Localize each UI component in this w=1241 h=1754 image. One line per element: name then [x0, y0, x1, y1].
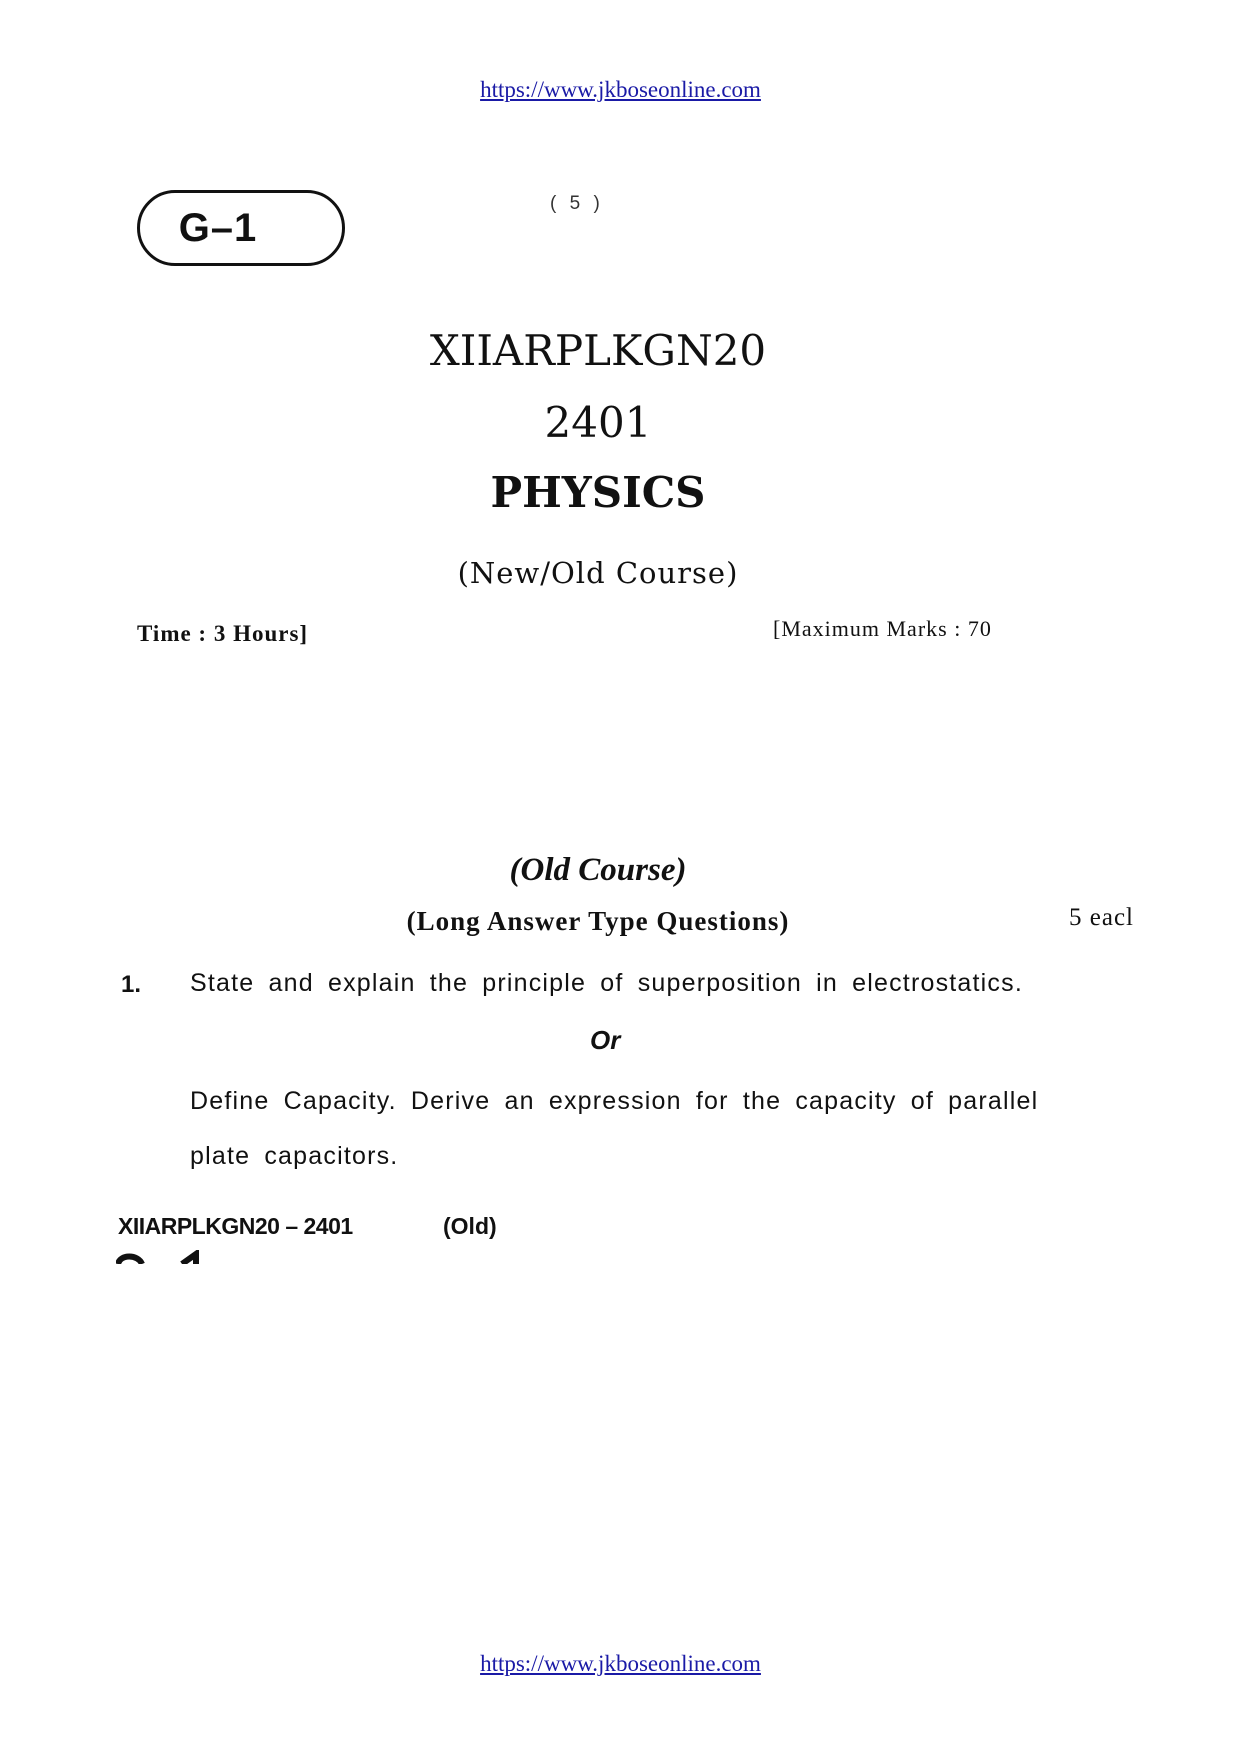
page-number: ( 5 ) — [550, 193, 604, 214]
marks-each: 5 eacl — [1069, 904, 1134, 931]
alternative-question-line-2: plate capacitors. — [190, 1142, 399, 1170]
question-number: 1. — [121, 971, 142, 998]
paper-code-badge — [137, 190, 345, 266]
question-text: State and explain the principle of superposition in electrostatics. — [190, 969, 1023, 997]
subject-code: 2401 — [544, 398, 652, 447]
footer-course: (Old) — [443, 1213, 497, 1239]
course-note: (New/Old Course) — [457, 556, 739, 590]
footer-paper-code: XIIARPLKGN20 – 2401 — [118, 1213, 353, 1239]
source-link-bottom[interactable]: https://www.jkboseonline.com — [480, 1651, 761, 1676]
subject-name: PHYSICS — [490, 468, 706, 517]
exam-code: XIIARPLKGN20 — [429, 326, 767, 375]
maximum-marks: [Maximum Marks : 70 — [773, 616, 992, 641]
paper-code-label: G–1 — [178, 205, 258, 250]
section-title: (Old Course) — [509, 852, 687, 888]
alternative-question-line-1: Define Capacity. Derive an expression for the capacity of parallel — [190, 1087, 1039, 1115]
cut-off-badge-fragment — [116, 1250, 206, 1264]
time-allowed: Time : 3 Hours] — [137, 621, 309, 646]
section-subtitle: (Long Answer Type Questions) — [406, 906, 790, 936]
source-link-top[interactable]: https://www.jkboseonline.com — [480, 77, 761, 102]
or-separator: Or — [590, 1025, 621, 1055]
